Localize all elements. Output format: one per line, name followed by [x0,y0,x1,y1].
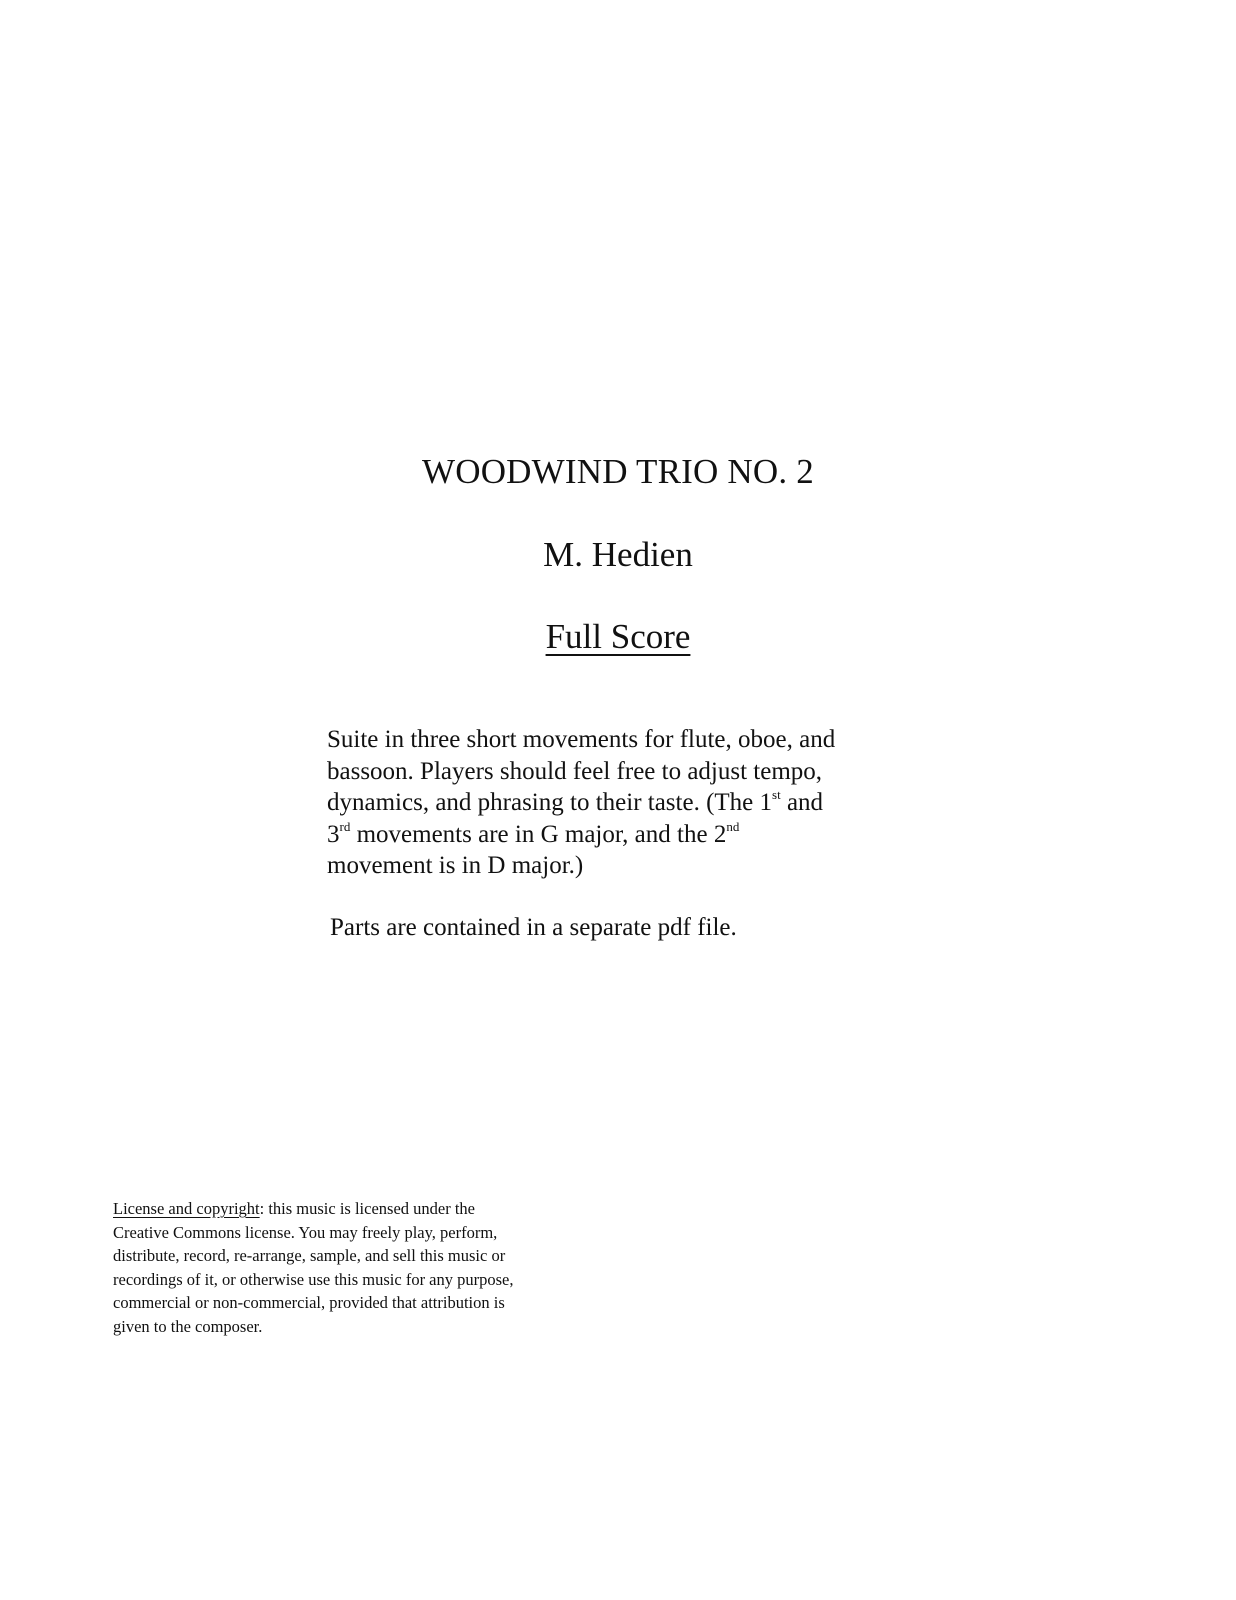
work-description [327,724,907,882]
parts-note: Parts are contained in a separate pdf file. [330,914,737,941]
score-type-label: Full Score [545,617,691,656]
description-line-4-number: 3 [327,820,340,848]
description-line-3-end: and [780,789,824,816]
license-line-1 [113,1197,613,1221]
description-line-3 [327,787,907,819]
work-title: WOODWIND TRIO NO. 2 [422,452,814,491]
description-line-3-text: dynamics, and phrasing to their taste. (The 1 [327,789,773,816]
license-heading: License and copyright [113,1199,260,1218]
ordinal-suffix-second: nd [726,818,740,834]
license-notice [113,1197,613,1338]
license-line-6: given to the composer. [113,1316,263,1336]
license-line-1-text: : this music is licensed under the [259,1199,476,1218]
composer-name: M. Hedien [543,535,693,574]
license-line-4: recordings of it, or otherwise use this music for any purpose, [113,1269,514,1289]
ordinal-suffix-first: st [772,787,781,802]
description-line-1: Suite in three short movements for flute, oboe, and [327,726,836,753]
score-type-heading [0,617,1236,657]
description-line-4-text: movements are in G major, and the 2 [350,820,727,848]
ordinal-suffix-third: rd [339,818,351,834]
description-line-4 [327,819,907,851]
license-line-3: distribute, record, re-arrange, sample, and sell this music or [113,1246,506,1265]
description-line-2: bassoon. Players should feel free to adjust tempo, [327,757,823,785]
description-line-5: movement is in D major.) [327,852,584,879]
license-line-2: Creative Commons license. You may freely play, perform, [113,1222,498,1242]
license-line-5: commercial or non-commercial, provided that attribution is [113,1293,505,1312]
